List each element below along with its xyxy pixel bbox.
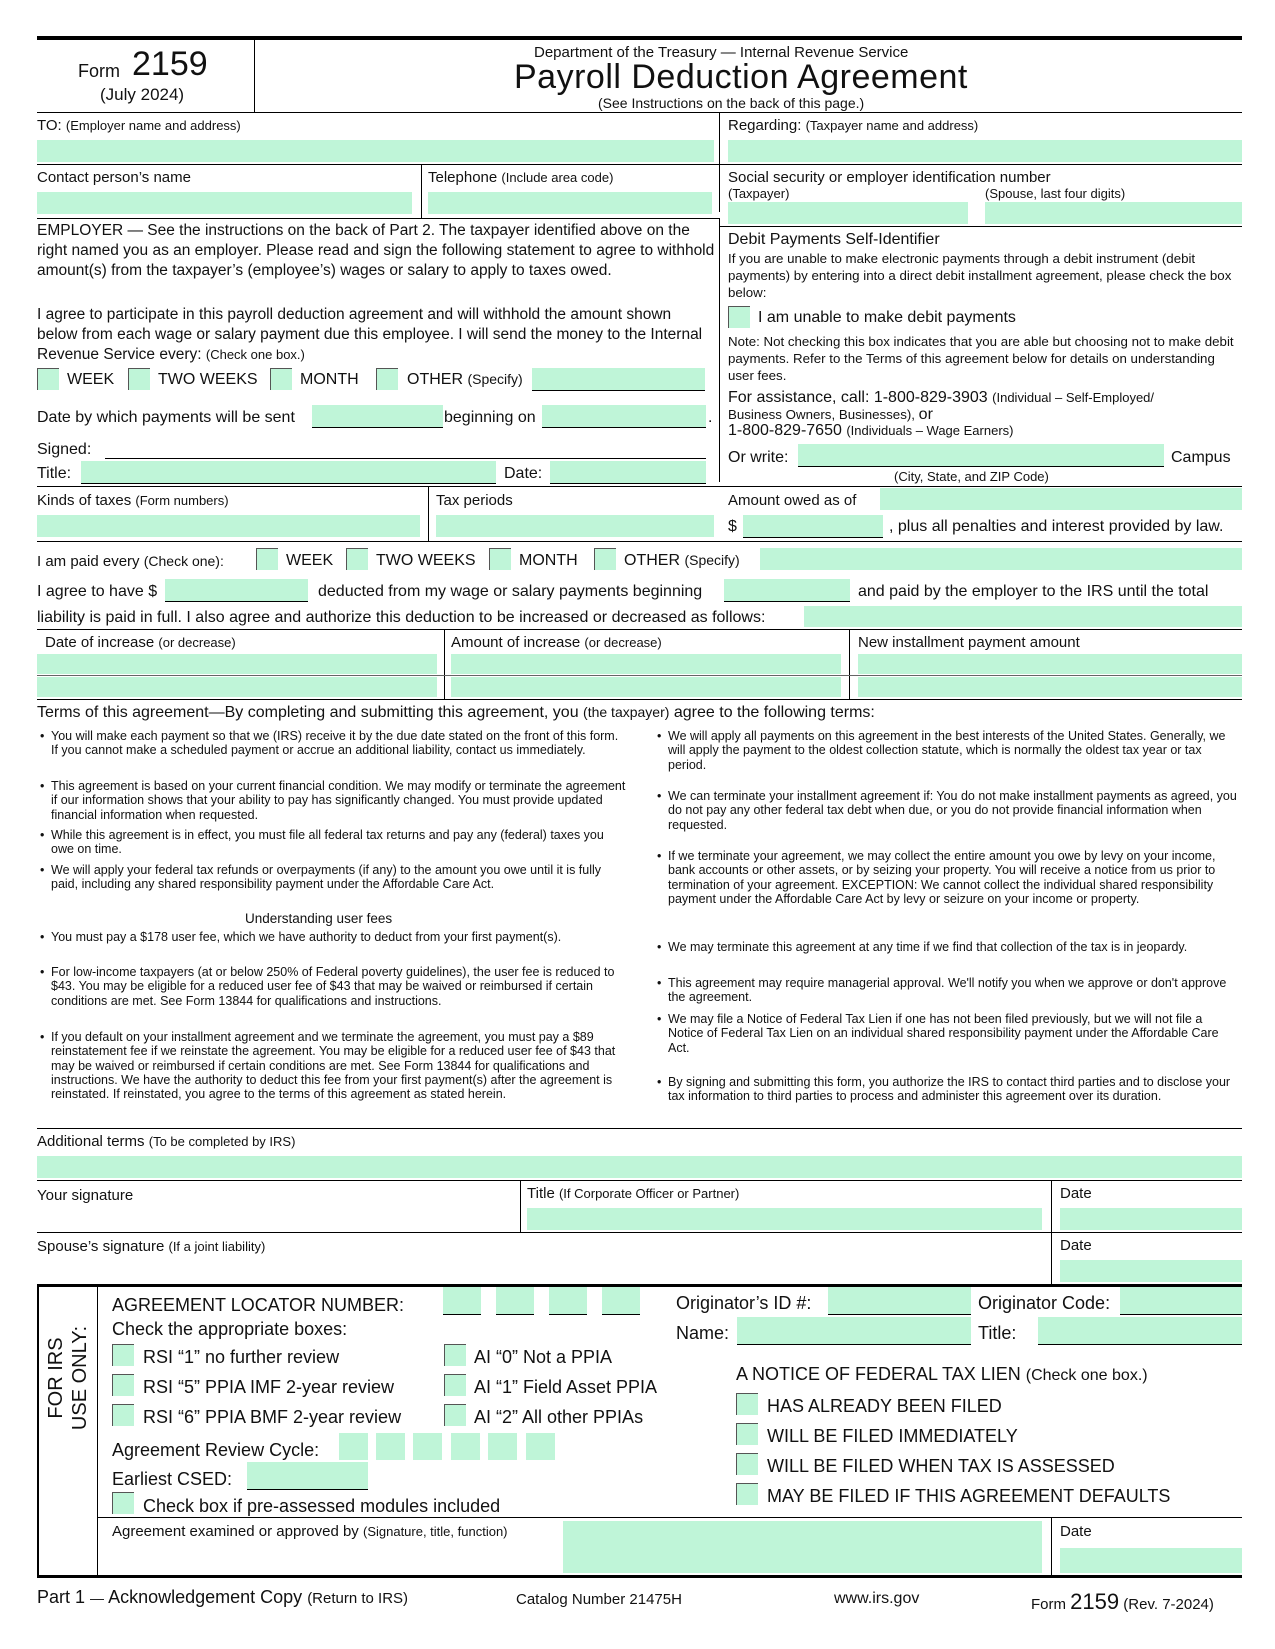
your-signature-date-field[interactable]	[1060, 1208, 1242, 1230]
employer-week-checkbox[interactable]	[37, 368, 59, 390]
lien-heading: A NOTICE OF FEDERAL TAX LIEN (Check one box.)	[736, 1364, 1148, 1384]
date-increase-header: Date of increase (or decrease)	[45, 634, 236, 651]
debit-title: Debit Payments Self-Identifier	[728, 231, 940, 248]
paid-every-label: I am paid every (Check one):	[37, 553, 224, 570]
paid-other-specify-field[interactable]	[760, 548, 1242, 570]
paid-week-label: WEEK	[286, 552, 334, 569]
amount-increase-field-2[interactable]	[451, 677, 841, 697]
lien-immediately-checkbox[interactable]	[736, 1423, 758, 1445]
ssn-label: Social security or employer identification number	[728, 169, 1051, 186]
new-installment-field-2[interactable]	[858, 677, 1242, 697]
increase-decrease-field[interactable]	[804, 606, 1242, 627]
term-right-6: • We may file a Notice of Federal Tax Lien if one has not been filed previously, but we will not file a Notice of Federal Tax Lien on an individual shared responsibility payment under the Affordable Care Act.	[657, 1012, 1219, 1055]
review-cycle-box-1[interactable]	[339, 1433, 368, 1460]
lien-immediately-label: WILL BE FILED IMMEDIATELY	[767, 1426, 1018, 1446]
debit-unable-label: I am unable to make debit payments	[758, 309, 1016, 326]
tax-periods-field[interactable]	[436, 515, 714, 537]
locator-box-2[interactable]	[496, 1287, 534, 1315]
period-mark: .	[708, 409, 713, 426]
signer-title-field[interactable]	[527, 1208, 1042, 1230]
lien-already-filed-checkbox[interactable]	[736, 1393, 758, 1415]
rsi-1-label: RSI “1” no further review	[143, 1347, 340, 1367]
amount-owed-field[interactable]	[743, 515, 883, 538]
employer-week-label: WEEK	[67, 371, 115, 388]
originator-code-label: Originator Code:	[978, 1293, 1111, 1313]
regarding-label: Regarding: (Taxpayer name and address)	[728, 117, 979, 134]
debit-note: Note: Not checking this box indicates that you are able but choosing not to make debit payments. Refer to the Terms of this agreement below for details on understanding user fees.	[728, 334, 1234, 383]
fee-2: • For low-income taxpayers (at or below 250% of Federal poverty guidelines), the user fee is reduced to $43. You may be eligible for a reduced user fee of $43 that may be waived or reimbursed if certain conditions are met. See Form 13844 for qualifications and instructions.	[40, 965, 615, 1008]
term-right-3: • If we terminate your agreement, we may collect the entire amount you owe by levy on your income, bank accounts or other assets, or by seizing your property. You will receive a notice from us prior to termination of your agreement. EXCEPTION: We cannot collect the individual shared responsibility payment under the Affordable Care Act by levy or seizure on your income or property.	[657, 849, 1216, 906]
examined-date-field[interactable]	[1060, 1548, 1242, 1573]
review-cycle-box-3[interactable]	[413, 1433, 442, 1460]
your-signature-label: Your signature	[37, 1187, 134, 1204]
term-right-7: • By signing and submitting this form, you authorize the IRS to contact third parties and to disclose your tax information to third parties to process and administer this agreement over its duration.	[657, 1075, 1231, 1104]
check-boxes-label: Check the appropriate boxes:	[112, 1319, 348, 1339]
ai-2-label: AI “2” All other PPIAs	[474, 1407, 644, 1427]
tax-periods-label: Tax periods	[436, 492, 513, 509]
footer-part: Part 1 — Acknowledgement Copy (Return to IRS)	[37, 1587, 409, 1607]
originator-name-field[interactable]	[737, 1317, 971, 1345]
additional-terms-field[interactable]	[37, 1156, 1242, 1178]
review-cycle-box-6[interactable]	[526, 1433, 555, 1460]
dollar-sign: $	[728, 518, 737, 535]
spouse-date-field[interactable]	[1060, 1260, 1242, 1282]
employer-title-label: Title:	[37, 465, 72, 482]
paid-other-checkbox[interactable]	[594, 548, 616, 570]
preassessed-checkbox[interactable]	[112, 1492, 134, 1514]
or-write-label: Or write:	[728, 449, 789, 466]
rsi-5-label: RSI “5” PPIA IMF 2-year review	[143, 1377, 395, 1397]
examined-by-label: Agreement examined or approved by (Signature, title, function)	[112, 1523, 508, 1540]
locator-label: AGREEMENT LOCATOR NUMBER:	[112, 1295, 405, 1315]
date-sent-label: Date by which payments will be sent	[37, 409, 295, 426]
amount-owed-date-field[interactable]	[880, 488, 1242, 510]
form-number: 2159	[132, 45, 208, 83]
employer-signature-line[interactable]	[105, 458, 706, 459]
review-cycle-box-4[interactable]	[451, 1433, 480, 1460]
ssn-taxpayer-label: (Taxpayer)	[728, 186, 790, 201]
footer-form-id: Form 2159 (Rev. 7-2024)	[1031, 1589, 1214, 1614]
employer-two-weeks-label: TWO WEEKS	[158, 371, 258, 388]
city-state-zip-label: (City, State, and ZIP Code)	[894, 469, 1049, 484]
campus-field[interactable]	[798, 444, 1164, 467]
examined-by-field[interactable]	[563, 1521, 1042, 1573]
ai-2-checkbox[interactable]	[444, 1404, 466, 1426]
lien-if-defaults-label: MAY BE FILED IF THIS AGREEMENT DEFAULTS	[767, 1486, 1171, 1506]
contact-label: Contact person’s name	[37, 169, 191, 186]
assist-line-1: For assistance, call: 1-800-829-3903 (Individual – Self-Employed/	[728, 389, 1155, 406]
form-title: Payroll Deduction Agreement	[514, 58, 968, 96]
new-installment-header: New installment payment amount	[858, 634, 1080, 651]
rsi-6-checkbox[interactable]	[112, 1404, 134, 1426]
liability-text: liability is paid in full. I also agree and authorize this deduction to be increased or decreased as follows:	[37, 609, 766, 626]
date-increase-field-2[interactable]	[37, 677, 437, 697]
irs-website[interactable]: www.irs.gov	[834, 1590, 920, 1607]
amount-owed-label: Amount owed as of	[728, 492, 857, 509]
deduction-amount-field[interactable]	[165, 579, 308, 602]
beginning-date-field[interactable]	[542, 405, 706, 428]
debit-unable-checkbox[interactable]	[728, 306, 750, 328]
paid-two-weeks-checkbox[interactable]	[346, 548, 368, 570]
kinds-of-taxes-label: Kinds of taxes (Form numbers)	[37, 492, 229, 509]
term-left-4: • We will apply your federal tax refunds or overpayments (if any) to the amount you owe until it is fully paid, including any shared responsibility payment under the Affordable Care Act.	[40, 863, 602, 892]
paid-month-checkbox[interactable]	[489, 548, 511, 570]
signed-label: Signed:	[37, 441, 92, 458]
date-increase-field-1[interactable]	[37, 654, 437, 674]
employer-date-label: Date:	[504, 465, 543, 482]
examined-date-label: Date	[1060, 1523, 1092, 1540]
fee-3: • If you default on your installment agreement and we terminate the agreement, you must pay a $89 reinstatement fee if we reinstate the agreement. You may be eligible for a reduced user fee of $43 that may be waived or reimbursed if certain conditions are met. See Form 13844 for qualifications and instructions. We have the authority to deduct this fee from your first payment(s) after the agreement is reinstated. If reinstated, you agree to the terms of this agreement as stated herein.	[40, 1030, 616, 1102]
taxpayer-name-field[interactable]	[728, 140, 1242, 162]
employer-instructions: EMPLOYER — See the instructions on the back of Part 2. The taxpayer identified above on the right named you as an employer. Please read and sign the following statement to agree to withhold amount(s) from the taxpayer’s (employee’s) wages or salary to apply to taxes owed.	[37, 222, 715, 279]
paid-week-checkbox[interactable]	[256, 548, 278, 570]
campus-label: Campus	[1171, 449, 1231, 466]
lien-when-assessed-checkbox[interactable]	[736, 1453, 758, 1475]
ai-0-label: AI “0” Not a PPIA	[474, 1347, 613, 1367]
spouse-date-label: Date	[1060, 1237, 1092, 1254]
employer-month-label: MONTH	[300, 371, 359, 388]
lien-when-assessed-label: WILL BE FILED WHEN TAX IS ASSESSED	[767, 1456, 1115, 1476]
terms-heading: Terms of this agreement—By completing and submitting this agreement, you (the taxpayer) agree to the following terms:	[37, 704, 875, 721]
review-cycle-box-2[interactable]	[376, 1433, 405, 1460]
penalties-text: , plus all penalties and interest provided by law.	[889, 518, 1224, 535]
lien-if-defaults-checkbox[interactable]	[736, 1483, 758, 1505]
paid-other-label: OTHER (Specify)	[624, 552, 740, 569]
beginning-label: beginning on	[444, 409, 536, 426]
amount-increase-field-1[interactable]	[451, 654, 841, 674]
fee-1: • You must pay a $178 user fee, which we have authority to deduct from your first payment(s).	[40, 930, 562, 944]
employer-two-weeks-checkbox[interactable]	[128, 368, 150, 390]
employer-other-specify-field[interactable]	[532, 368, 705, 391]
term-left-3: • While this agreement is in effect, you must file all federal tax returns and pay any (federal) taxes you owe on time.	[40, 828, 604, 857]
user-fees-heading: Understanding user fees	[245, 911, 393, 926]
review-cycle-box-5[interactable]	[488, 1433, 517, 1460]
to-label: TO: (Employer name and address)	[37, 117, 241, 134]
originator-name-label: Name:	[676, 1323, 730, 1343]
spouse-signature-label: Spouse’s signature (If a joint liability)	[37, 1238, 266, 1255]
form-word: Form	[78, 61, 120, 81]
irs-use-only-label: FOR IRS USE ONLY:	[45, 1325, 91, 1431]
rsi-6-label: RSI “6” PPIA BMF 2-year review	[143, 1407, 402, 1427]
term-left-1: • You will make each payment so that we (IRS) receive it by the due date stated on the front of this form. If you cannot make a scheduled payment or accrue an additional liability, contact us immediately.	[40, 729, 619, 758]
originator-code-field[interactable]	[1120, 1287, 1242, 1315]
preassessed-label: Check box if pre-assessed modules included	[143, 1496, 501, 1516]
agree-have-label: I agree to have $	[37, 583, 158, 600]
deduction-start-field[interactable]	[724, 579, 850, 602]
employer-title-field[interactable]	[81, 461, 496, 484]
paid-month-label: MONTH	[519, 552, 578, 569]
employer-other-checkbox[interactable]	[376, 368, 398, 390]
debit-text: If you are unable to make electronic payments through a debit instrument (debit payments) by entering into a direct debit installment agreement, please check the box below:	[728, 251, 1232, 300]
term-right-1: • We will apply all payments on this agreement in the best interests of the United States. Generally, we will apply the payment to the oldest collection statute, which is normally the oldest tax year or tax period.	[657, 729, 1226, 772]
employer-name-field[interactable]	[37, 140, 714, 162]
deducted-text: deducted from my wage or salary payments beginning	[318, 583, 703, 600]
additional-terms-label: Additional terms (To be completed by IRS)	[37, 1133, 296, 1150]
agency-name: Department of the Treasury — Internal Revenue Service	[534, 44, 909, 61]
kinds-of-taxes-field[interactable]	[37, 515, 420, 537]
originator-title-label: Title:	[978, 1323, 1017, 1343]
employer-other-label: OTHER (Specify)	[407, 371, 523, 388]
form-date: (July 2024)	[100, 85, 185, 104]
assist-line-3: 1-800-829-7650 (Individuals – Wage Earners)	[728, 422, 1014, 439]
lien-already-filed-label: HAS ALREADY BEEN FILED	[767, 1396, 1002, 1416]
originator-title-field[interactable]	[1038, 1317, 1242, 1345]
telephone-field[interactable]	[428, 192, 712, 214]
catalog-number: Catalog Number 21475H	[516, 1591, 682, 1608]
ai-1-label: AI “1” Field Asset PPIA	[474, 1377, 658, 1397]
locator-box-1[interactable]	[443, 1287, 481, 1315]
telephone-label: Telephone (Include area code)	[428, 169, 614, 186]
review-cycle-label: Agreement Review Cycle:	[112, 1440, 320, 1460]
new-installment-field-1[interactable]	[858, 654, 1242, 674]
locator-box-3[interactable]	[549, 1287, 587, 1315]
ssn-taxpayer-field[interactable]	[728, 202, 968, 224]
rsi-1-checkbox[interactable]	[112, 1344, 134, 1366]
csed-field[interactable]	[247, 1462, 368, 1490]
signer-title-label: Title (If Corporate Officer or Partner)	[527, 1185, 740, 1202]
locator-box-4[interactable]	[602, 1287, 640, 1315]
date-sent-field[interactable]	[312, 405, 443, 428]
originator-id-label: Originator’s ID #:	[676, 1293, 812, 1313]
csed-label: Earliest CSED:	[112, 1469, 233, 1489]
assist-line-2: Business Owners, Businesses), or	[728, 406, 933, 423]
paid-two-weeks-label: TWO WEEKS	[376, 552, 476, 569]
paid-by-text: and paid by the employer to the IRS until the total	[858, 583, 1209, 600]
term-right-4: • We may terminate this agreement at any time if we find that collection of the tax is in jeopardy.	[657, 940, 1188, 954]
employer-date-field[interactable]	[550, 461, 706, 484]
term-right-2: • We can terminate your installment agreement if: You do not make installment payments as agreed, you do not pay any other federal tax debt when due, or you do not provide financial information when requested.	[657, 789, 1237, 832]
employer-month-checkbox[interactable]	[270, 368, 292, 390]
employer-agreement-text: I agree to participate in this payroll deduction agreement and will withhold the amount shown below from each wage or salary payment due this employee. I will send the money to the Internal Revenue Service every: (Check one box.)	[37, 306, 703, 363]
ssn-spouse-field[interactable]	[985, 202, 1242, 224]
amount-increase-header: Amount of increase (or decrease)	[451, 634, 662, 651]
ssn-spouse-label: (Spouse, last four digits)	[985, 186, 1126, 201]
ai-0-checkbox[interactable]	[444, 1344, 466, 1366]
term-left-2: • This agreement is based on your current financial condition. We may modify or terminate the agreement if our information shows that your ability to pay has significantly changed. You must provide updated financial information when requested.	[40, 779, 626, 822]
ai-1-checkbox[interactable]	[444, 1374, 466, 1396]
rsi-5-checkbox[interactable]	[112, 1374, 134, 1396]
originator-id-field[interactable]	[828, 1287, 971, 1315]
contact-name-field[interactable]	[37, 192, 412, 214]
term-right-5: • This agreement may require managerial approval. We'll notify you when we approve or don't approve the agreement.	[657, 976, 1227, 1005]
your-signature-date-label: Date	[1060, 1185, 1092, 1202]
instructions-note: (See Instructions on the back of this page.)	[598, 95, 865, 111]
